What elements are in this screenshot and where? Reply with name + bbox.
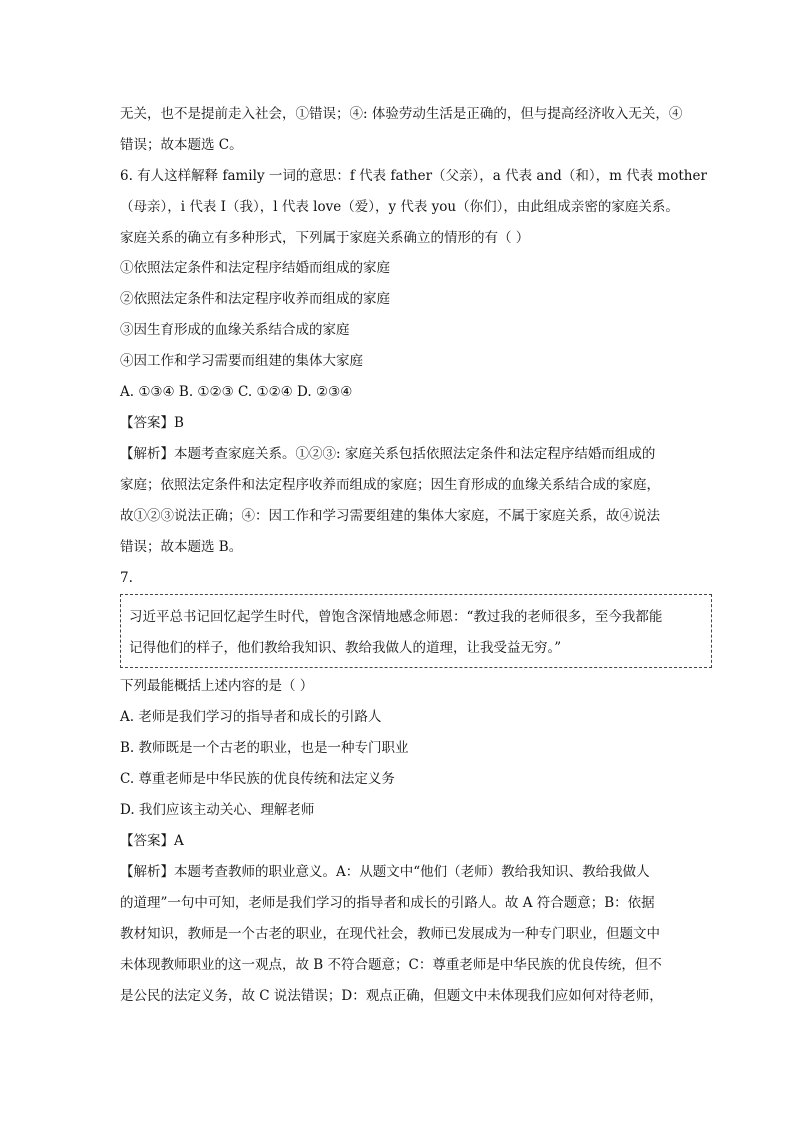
text-line: 无关，也不是提前走入社会，①错误；④: 体验劳动生活是正确的，但与提高经济收入无关，④ (120, 106, 683, 122)
question-7-number: 7. (120, 570, 133, 586)
statement-1: ①依照法定条件和法定程序结婚而组成的家庭 (120, 260, 390, 276)
answer-label: 【答案】B (120, 415, 184, 431)
option-d: D. 我们应该主动关心、理解老师 (120, 802, 315, 818)
option-c: C. 尊重老师是中华民族的优良传统和法定义务 (120, 771, 395, 787)
analysis-line: 未体现教师职业的这一观点，故 B 不符合题意；C：尊重老师是中华民族的优良传统，但不 (120, 957, 662, 973)
option-b: B. 教师既是一个古老的职业，也是一种专门职业 (120, 740, 409, 756)
option-a: A. 老师是我们学习的指导者和成长的引路人 (120, 709, 382, 725)
statement-3: ③因生育形成的血缘关系结合成的家庭 (120, 322, 350, 338)
text-line: 错误；故本题选 C。 (120, 137, 243, 153)
text-line: （母亲），i 代表 I（我），l 代表 love（爱），y 代表 you（你们），由此组成亲密的家庭关系。 (120, 199, 679, 215)
statement-4: ④因工作和学习需要而组建的集体大家庭 (120, 353, 363, 369)
analysis-line: 错误；故本题选 B。 (120, 539, 243, 555)
quote-line: 习近平总书记回忆起学生时代，曾饱含深情地感念师恩：“教过我的老师很多，至今我都能 (129, 609, 663, 625)
question-6-stem: 6. 有人这样解释 family 一词的意思：f 代表 father（父亲），a 代表 and（和），m 代表 mother (120, 168, 707, 184)
answer-label: 【答案】A (120, 833, 184, 849)
quote-line: 记得他们的样子，他们教给我知识、教给我做人的道理，让我受益无穷。” (129, 640, 562, 656)
analysis-line: 教材知识，教师是一个古老的职业，在现代社会，教师已发展成为一种专门职业，但题文中 (120, 926, 660, 942)
question-7-prompt: 下列最能概括上述内容的是（ ） (120, 678, 314, 694)
statement-2: ②依照法定条件和法定程序收养而组成的家庭 (120, 291, 390, 307)
quote-box (120, 594, 712, 668)
text-line: 家庭关系的确立有多种形式，下列属于家庭关系确立的情形的有（ ） (120, 230, 530, 246)
analysis-line: 的道理”一句中可知，老师是我们学习的指导者和成长的引路人。故 A 符合题意；B：依据 (120, 895, 655, 911)
analysis-line: 家庭；依照法定条件和法定程序收养而组成的家庭；因生育形成的血缘关系结合成的家庭， (120, 477, 660, 493)
analysis-line: 是公民的法定义务，故 C 说法错误；D：观点正确，但题文中未体现我们应如何对待老师， (120, 988, 663, 1004)
analysis-line: 【解析】本题考查家庭关系。①②③: 家庭关系包括依照法定条件和法定程序结婚而组成的 (120, 446, 656, 462)
analysis-line: 【解析】本题考查教师的职业意义。A：从题文中“他们（老师）教给我知识、教给我做人 (120, 864, 650, 880)
analysis-line: 故①②③说法正确；④：因工作和学习需要组建的集体大家庭，不属于家庭关系，故④说法 (120, 508, 660, 524)
answer-options: A. ①③④ B. ①②③ C. ①②④ D. ②③④ (120, 384, 353, 400)
